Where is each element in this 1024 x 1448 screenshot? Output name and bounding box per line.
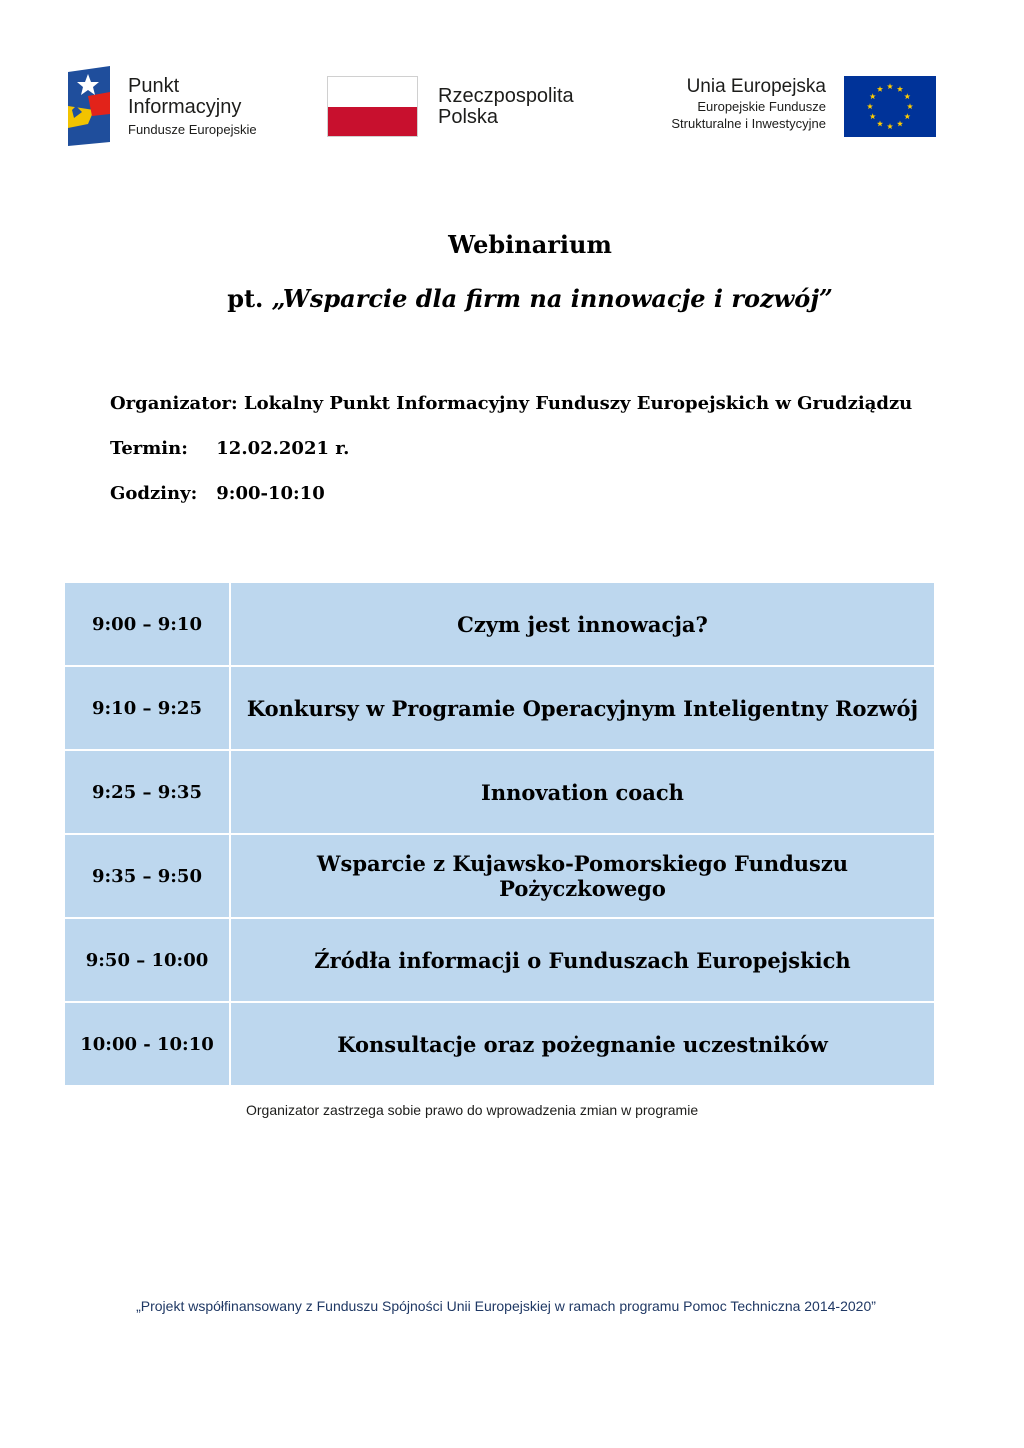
eu-star-icon xyxy=(897,121,903,127)
hours-label: Godziny: xyxy=(110,483,198,504)
pl-logo-line2: Polska xyxy=(438,106,499,128)
polish-flag-icon xyxy=(327,76,418,137)
footer-note: „Projekt współfinansowany z Funduszu Spójności Unii Europejskiej w ramach programu Pomoc Techniczna 2014-2020” xyxy=(136,1298,876,1314)
fe-star-icon xyxy=(68,66,112,146)
disclaimer-note: Organizator zastrzega sobie prawo do wprowadzenia zmian w programie xyxy=(246,1102,699,1118)
agenda-row xyxy=(64,582,935,666)
agenda-row xyxy=(64,666,935,750)
agenda-time: 9:50 – 10:00 xyxy=(64,918,230,1002)
agenda-topic: Wsparcie z Kujawsko-Pomorskiego Funduszu Pożyczkowego xyxy=(230,834,935,918)
agenda-time: 9:00 – 9:10 xyxy=(64,582,230,666)
eu-star-icon xyxy=(904,93,910,99)
agenda-time: 10:00 - 10:10 xyxy=(64,1002,230,1086)
agenda-row xyxy=(64,834,935,918)
page-title: Webinarium xyxy=(448,230,612,259)
logo-unia-europejska xyxy=(640,76,936,140)
agenda-time: 9:10 – 9:25 xyxy=(64,666,230,750)
eu-star-icon xyxy=(867,103,873,109)
hours-value: 9:00-10:10 xyxy=(216,483,325,504)
eu-logo-line3: Strukturalne i Inwestycyjne xyxy=(671,116,826,131)
eu-star-icon xyxy=(870,93,876,99)
agenda-topic: Konsultacje oraz pożegnanie uczestników xyxy=(230,1002,935,1086)
agenda-row xyxy=(64,750,935,834)
agenda-topic: Konkursy w Programie Operacyjnym Inteligentny Rozwój xyxy=(230,666,935,750)
fe-logo-line1: Punkt xyxy=(128,75,180,97)
agenda-topic: Innovation coach xyxy=(230,750,935,834)
agenda-table xyxy=(63,581,936,1087)
info-organizer xyxy=(110,393,912,414)
subtitle-prefix: pt. xyxy=(227,284,272,313)
agenda-row xyxy=(64,918,935,1002)
eu-star-icon xyxy=(887,123,893,129)
date-label: Termin: xyxy=(110,438,188,459)
logo-rzeczpospolita-polska xyxy=(327,76,607,140)
eu-star-icon xyxy=(877,86,883,92)
eu-star-icon xyxy=(904,113,910,119)
fe-logo-line3: Fundusze Europejskie xyxy=(128,122,257,137)
agenda-topic: Źródła informacji o Funduszach Europejskich xyxy=(230,918,935,1002)
eu-star-icon xyxy=(870,113,876,119)
organizer-label: Organizator: xyxy=(110,393,238,414)
page-subtitle xyxy=(0,284,1024,313)
agenda-time: 9:35 – 9:50 xyxy=(64,834,230,918)
info-hours xyxy=(110,483,325,504)
eu-logo-line1: Unia Europejska xyxy=(686,76,826,97)
fe-logo-line2: Informacyjny xyxy=(128,96,242,118)
logo-fundusze-europejskie xyxy=(68,66,288,146)
eu-star-icon xyxy=(877,121,883,127)
pl-logo-line1: Rzeczpospolita xyxy=(438,85,574,107)
date-value: 12.02.2021 r. xyxy=(216,438,350,459)
agenda-topic: Czym jest innowacja? xyxy=(230,582,935,666)
organizer-value: Lokalny Punkt Informacyjny Funduszy Europejskich w Grudziądzu xyxy=(243,393,913,414)
subtitle-text: „Wsparcie dla firm na innowacje i rozwój” xyxy=(271,284,833,313)
agenda-row xyxy=(64,1002,935,1086)
eu-logo-line2: Europejskie Fundusze xyxy=(697,99,826,114)
eu-flag-icon xyxy=(844,76,936,137)
info-date xyxy=(110,438,349,459)
agenda-time: 9:25 – 9:35 xyxy=(64,750,230,834)
eu-star-icon xyxy=(897,86,903,92)
eu-star-icon xyxy=(887,83,893,89)
eu-star-icon xyxy=(907,103,913,109)
